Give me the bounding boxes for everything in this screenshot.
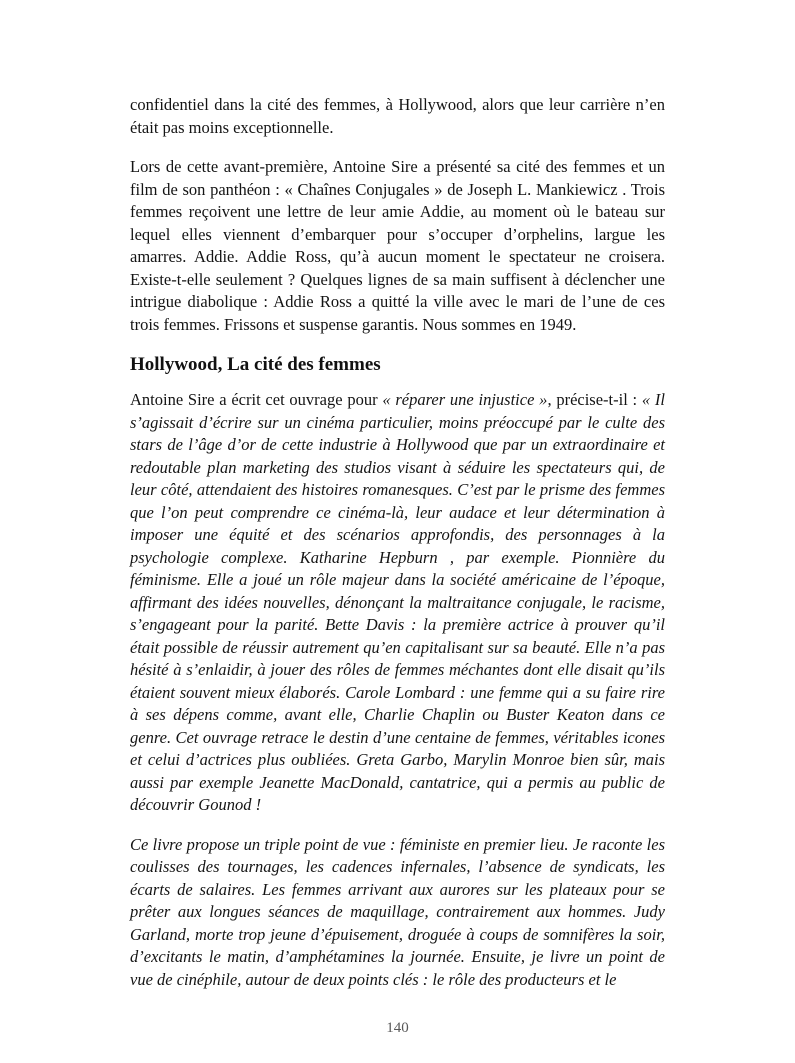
paragraph-avant-premiere: Lors de cette avant-première, Antoine Sire a présenté sa cité des femmes et un film de son panthéon : « Chaînes Conjugales » de Joseph L. Mankiewicz . Trois femmes reçoivent une lettre de leur amie Addie, au moment où le bateau sur lequel elles viennent d’embarquer pour s’occuper d’orphelins, largue les amarres. Addie. Addie Ross, qu’à aucun moment le spectateur ne croisera. Existe-t-elle seulement ? Quelques lignes de sa main suffisent à déclencher une intrigue diabolique : Addie Ross a quitté la ville avec le mari de l’une de ces trois femmes. Frissons et suspense garantis. Nous sommes en 1949.: [130, 157, 665, 334]
citation-quote-long: « Il s’agissait d’écrire sur un cinéma particulier, moins préoccupé par le culte des stars de l’âge d’or de cette industrie à Hollywood que par un extraordinaire et redoutable plan marketing des studios visant à séduire les spectateurs qui, de leur côté, attendaient des histoires romanesques. C’est par le prisme des femmes que l’on peut comprendre ce cinéma-là, leur audace et leur détermination à imposer une équité et des scénarios approfondis, des personnages à la psychologie complexe. Katharine Hepburn , par exemple. Pionnière du féminisme. Elle a joué un rôle majeur dans la société américaine de l’époque, affirmant des idées nouvelles, dénonçant la maltraitance conjugale, le racisme, s’engageant pour la parité. Bette Davis : la première actrice à prouver qu’il était possible de réussir autrement qu’en capitalisant sur sa beauté. Elle n’a pas hésité à s’enlaidir, à jouer des rôles de femmes méchantes dont elle disait qu’ils étaient souvent mieux élaborés. Carole Lombard : une femme qui a su faire rire à ses dépens comme, avant elle, Charlie Chaplin ou Buster Keaton dans ce genre. Cet ouvrage retrace le destin d’une centaine de femmes, véritables icones et celui d’actrices plus oubliées. Greta Garbo, Marylin Monroe bien sûr, mais aussi par exemple Jeanette MacDonald, cantatrice, qui a permis au public de découvrir Gounod !: [130, 390, 665, 814]
paragraph-citation: [130, 389, 665, 817]
section-heading: Hollywood, La cité des femmes: [130, 354, 381, 375]
citation-quote-reparer: « réparer une injustice »: [382, 390, 548, 409]
paragraph-triple-point-de-vue: Ce livre propose un triple point de vue : féministe en premier lieu. Je raconte les coulisses des tournages, les cadences infernales, l’absence de syndicats, les écarts de salaires. Les femmes arrivant aux aurores sur les plateaux pour se prêter aux longues séances de maquillage, contrairement aux hommes. Judy Garland, morte trop jeune d’épuisement, droguée à coups de somnifères la soir, d’excitants le matin, d’amphétamines la journée. Ensuite, je livre un point de vue de cinéphile, autour de deux points clés : le rôle des producteurs et le: [130, 834, 665, 989]
paragraph-carriere: confidentiel dans la cité des femmes, à Hollywood, alors que leur carrière n’en était pas moins exceptionnelle.: [130, 95, 665, 137]
citation-intro: Antoine Sire a écrit cet ouvrage pour: [130, 390, 383, 409]
page-number: 140: [386, 1020, 409, 1036]
citation-attribution: , précise-t-il :: [547, 390, 642, 409]
